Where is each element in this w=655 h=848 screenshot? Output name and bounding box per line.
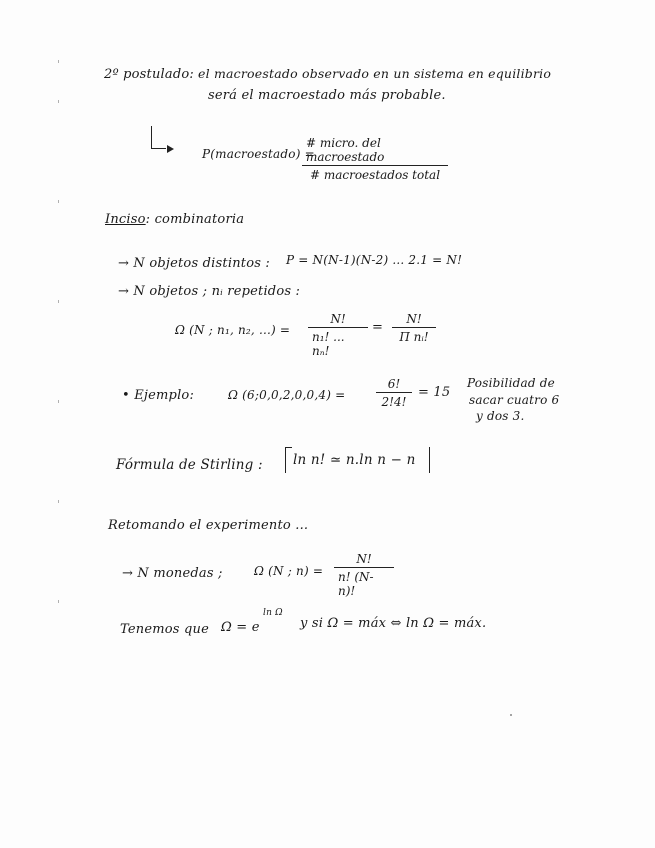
coins-numerator: N!	[356, 552, 372, 566]
stirling-formula: ln n! ≃ n.ln n − n	[293, 452, 416, 468]
probability-fraction	[302, 136, 448, 182]
repeated-frac2-denominator: Π nᵢ!	[399, 330, 429, 344]
probability-numerator: # micro. del macroestado	[306, 136, 385, 164]
repeated-lhs: Ω (N ; n₁, n₂, ...) =	[175, 323, 291, 337]
repeated-frac2-numerator: N!	[406, 312, 422, 326]
postulate-line2: será el macroestado más probable.	[208, 88, 446, 103]
margin-mark	[58, 600, 59, 603]
inciso-text: : combinatoria	[145, 212, 245, 227]
stirling-label: Fórmula de Stirling :	[116, 457, 263, 473]
example-numerator: 6!	[387, 377, 401, 391]
distinct-text: → N objetos distintos :	[118, 256, 270, 271]
repeated-frac1-denominator: n₁! ... nₙ!	[312, 330, 345, 358]
hook-arrow-icon	[151, 126, 166, 149]
margin-mark	[58, 400, 59, 403]
repeated-equals: =	[372, 320, 384, 335]
postulate-label: 2º postulado:	[104, 67, 194, 82]
probability-denominator: # macroestados total	[309, 168, 441, 182]
coins-fraction	[334, 552, 394, 598]
coins-denominator: n! (N-n)!	[338, 570, 374, 598]
margin-mark	[58, 200, 59, 203]
margin-mark	[58, 60, 59, 63]
example-note-line2: sacar cuatro 6	[469, 393, 560, 407]
example-result: = 15	[418, 385, 451, 400]
example-lhs: Ω (6;0,0,2,0,0,4) =	[228, 388, 346, 402]
repeated-fraction-2	[392, 312, 436, 344]
margin-mark	[58, 300, 59, 303]
repeated-text: → N objetos ; nᵢ repetidos :	[118, 284, 301, 299]
margin-mark	[58, 500, 59, 503]
coins-text: → N monedas ;	[122, 566, 223, 581]
example-denominator: 2!4!	[381, 395, 407, 409]
coins-lhs: Ω (N ; n) =	[254, 564, 324, 578]
distinct-formula: P = N(N-1)(N-2) ... 2.1 = N!	[286, 253, 463, 267]
inciso-heading	[105, 212, 244, 227]
experiment-text: Retomando el experimento ...	[108, 518, 309, 533]
example-fraction	[376, 377, 412, 409]
margin-mark	[58, 100, 59, 103]
inciso-label: Inciso	[105, 212, 146, 227]
postulate-line1: el macroestado observado en un sistema en equilibrio	[198, 66, 552, 81]
example-note-line3: y dos 3.	[476, 409, 525, 423]
probability-lhs: P(macroestado) =	[202, 147, 315, 161]
conclusion-middle: y si Ω = máx ⇔ ln Ω = máx.	[300, 616, 487, 631]
repeated-frac1-numerator: N!	[330, 312, 346, 326]
example-label: • Ejemplo:	[122, 388, 195, 403]
repeated-fraction-1	[308, 312, 368, 358]
conclusion-text: Tenemos que	[120, 622, 209, 637]
example-note-line1: Posibilidad de	[467, 376, 555, 390]
conclusion-omega-eq: Ω = e	[221, 620, 260, 635]
conclusion-exponent: ln Ω	[263, 608, 283, 618]
ink-dot	[510, 714, 512, 716]
